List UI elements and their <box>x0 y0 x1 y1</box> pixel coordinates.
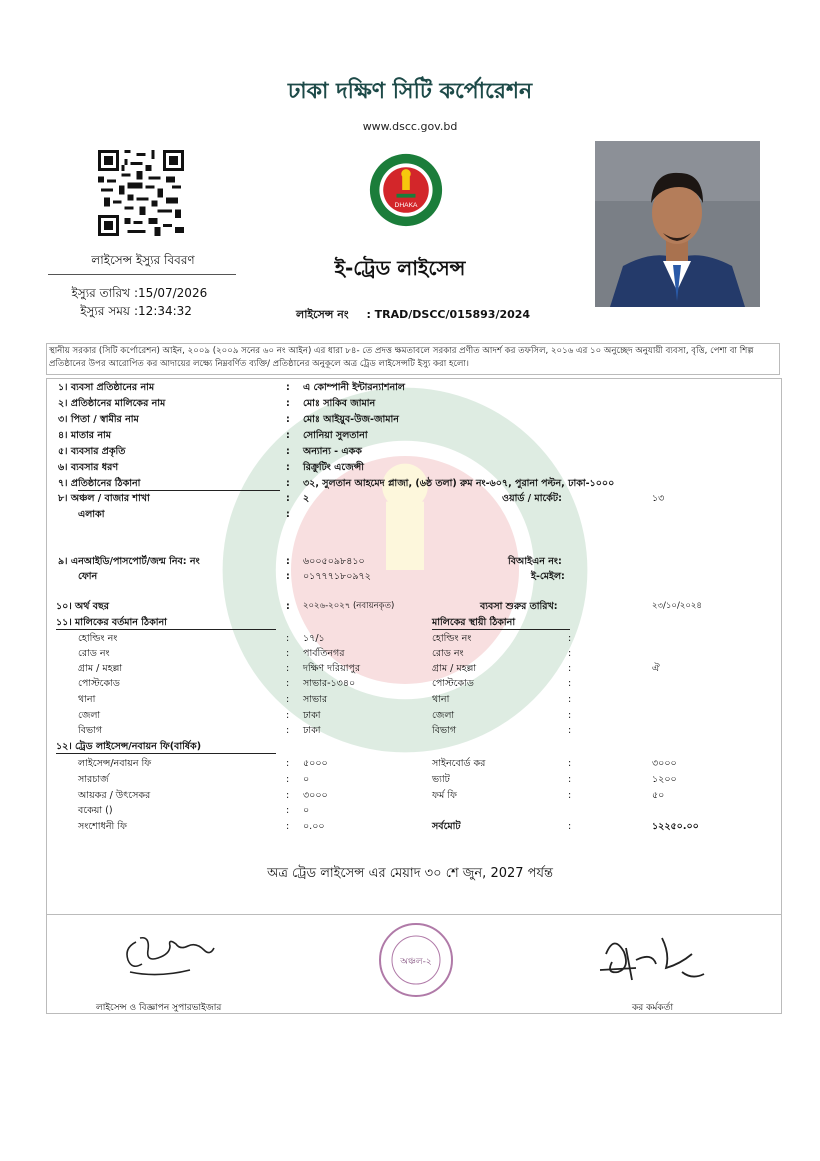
field-label: ৩। পিতা / স্বামীর নাম <box>58 414 139 425</box>
nid-value: ৬০০৫০৯৮৪১০ <box>303 556 365 567</box>
field-colon: : <box>286 462 290 473</box>
supervisor-signature <box>118 928 218 984</box>
field-value: মোঃ সাকিব জামান <box>303 398 376 409</box>
field-colon: : <box>286 398 290 409</box>
field-colon: : <box>568 821 572 832</box>
total-value: ১২২৫০.০০ <box>652 821 699 832</box>
address-value: ঢাকা <box>303 710 321 721</box>
issue-divider <box>48 274 236 275</box>
officer-signature <box>596 924 716 992</box>
address-label: থানা <box>78 694 96 705</box>
bin-label: বিআইএন নং: <box>508 556 562 567</box>
fee-value: ০ <box>303 805 310 816</box>
field-colon: : <box>286 821 290 832</box>
dscc-emblem <box>367 152 445 228</box>
ward-value: ১৩ <box>652 493 665 504</box>
permanent-address-label: হোল্ডিং নং <box>432 633 472 644</box>
field-underline <box>78 490 280 491</box>
permanent-address-label: বিভাগ <box>432 725 457 736</box>
field-label: ৫। ব্যবসার প্রকৃতি <box>58 446 126 457</box>
permanent-address-label: জেলা <box>432 710 455 721</box>
field-label: ১। ব্যবসা প্রতিষ্ঠানের নাম <box>58 382 155 393</box>
fee-label: ফর্ম ফি <box>432 790 457 801</box>
fee-value: ০.০০ <box>303 821 325 832</box>
supervisor-title: লাইসেন্স ও বিজ্ঞাপন সুপারভাইজার <box>96 1003 222 1013</box>
officer-title: কর কর্মকর্তা <box>632 1003 674 1013</box>
fee-label: আয়কর / উৎসেকর <box>78 790 151 801</box>
area-label: ৮। অঞ্চল / বাজার শাখা <box>58 493 150 504</box>
field-colon: : <box>286 805 290 816</box>
fee-label: লাইসেন্স/নবায়ন ফি <box>78 758 152 769</box>
area-sub-label: এলাকা <box>78 509 105 520</box>
field-colon: : <box>568 633 572 644</box>
website-url[interactable]: www.dscc.gov.bd <box>362 120 458 133</box>
seal-text: অঞ্চল-২ <box>400 957 432 967</box>
field-colon: : <box>286 694 290 705</box>
fiscal-label: ১০। অর্থ বছর <box>56 601 110 612</box>
field-colon: : <box>286 601 290 612</box>
license-number <box>296 306 530 325</box>
official-seal <box>372 920 460 1000</box>
address-label: হোল্ডিং নং <box>78 633 118 644</box>
field-colon: : <box>286 663 290 674</box>
field-label: ৭। প্রতিষ্ঠানের ঠিকানা <box>58 478 141 489</box>
fee-label: ভ্যাট <box>432 774 450 785</box>
permanent-address-label: গ্রাম / মহল্লা <box>432 663 477 674</box>
address-value: সাভার <box>303 694 328 705</box>
permanent-address-label: পোস্টকোড <box>432 678 474 689</box>
field-colon: : <box>568 694 572 705</box>
field-colon: : <box>286 414 290 425</box>
permanent-address-label: রোড নং <box>432 648 464 659</box>
field-value: অন্যান্য - একক <box>303 446 362 457</box>
issue-time-row <box>48 303 192 323</box>
field-value: ৩২, সুলতান আহমেদ প্লাজা, (৬ষ্ঠ তলা) রুম নং-৬০৭, পুরানা পল্টন, ঢাকা-১০০০ <box>303 478 615 489</box>
issue-caption: লাইসেন্স ইস্যুর বিবরণ <box>91 253 195 267</box>
field-colon: : <box>568 663 572 674</box>
fees-heading: ১২। ট্রেড লাইসেন্স/নবায়ন ফি(বার্ষিক) <box>56 740 276 754</box>
permanent-address-label: থানা <box>432 694 450 705</box>
field-colon: : <box>568 758 572 769</box>
field-colon: : <box>286 725 290 736</box>
business-start-label: ব্যবসা শুরুর তারিখ: <box>480 601 558 612</box>
field-label: ৪। মাতার নাম <box>58 430 112 441</box>
fiscal-value: ২০২৬-২০২৭ (নবায়নকৃত) <box>303 601 395 611</box>
field-colon: : <box>286 710 290 721</box>
fee-value: ১২০০ <box>652 774 677 785</box>
field-value: রিক্রুটিং এজেন্সী <box>303 462 364 473</box>
permanent-address-value: ঐ <box>652 663 660 674</box>
field-colon: : <box>286 790 290 801</box>
field-label: ৬। ব্যবসার ধরণ <box>58 462 119 473</box>
address-label: রোড নং <box>78 648 110 659</box>
fee-value: ৩০০০ <box>303 790 328 801</box>
email-label: ই-মেইল: <box>531 571 565 582</box>
field-colon: : <box>286 382 290 393</box>
nid-label: ৯। এনআইডি/পাসপোর্ট/জন্ম নিব: নং <box>58 556 200 567</box>
address-value: সাভার-১৩৪০ <box>303 678 356 689</box>
fee-label: বকেয়া () <box>78 805 113 816</box>
address-label: জেলা <box>78 710 101 721</box>
field-colon: : <box>568 678 572 689</box>
address-value: ঢাকা <box>303 725 321 736</box>
issue-date-value: :15/07/2026 <box>134 286 208 300</box>
fee-label: সারচার্জ <box>78 774 109 785</box>
field-colon: : <box>286 446 290 457</box>
total-label: সর্বমোট <box>432 821 461 832</box>
field-colon: : <box>286 430 290 441</box>
phone-value: ০১৭৭৭১৮০৯৭২ <box>303 571 371 582</box>
current-address-heading: ১১। মালিকের বর্তমান ঠিকানা <box>56 616 276 630</box>
preamble-text: স্থানীয় সরকার (সিটি কর্পোরেশন) আইন, ২০০৯ (২০০৯ সনের ৬০ নং আইন) এর ধারা ৮৪- তে প্রদত্ত ক্ষমতাবলে সরকার প্রণীত আদর্শ কর তফসিল, ২০১৬ এর ১০ অনুচ্ছেদ অনুযায়ী ব্যবসা, বৃত্তি, পেশা বা শিল্প প্রতিষ্ঠানের উপর আরোপিত কর আদায়ের লক্ষ্যে নিম্নবর্ণিত ব্যক্তি/ প্রতিষ্ঠানের অনুকূলে অত্র ট্রেড লাইসেন্সটি ইস্যু করা হলো। <box>46 343 780 375</box>
address-label: বিভাগ <box>78 725 103 736</box>
field-colon: : <box>286 678 290 689</box>
page-title: ঢাকা দক্ষিণ সিটি কর্পোরেশন <box>287 79 533 104</box>
field-colon: : <box>286 556 290 567</box>
field-colon: : <box>286 648 290 659</box>
field-colon: : <box>568 790 572 801</box>
field-colon: : <box>286 571 290 582</box>
address-label: গ্রাম / মহল্লা <box>78 663 123 674</box>
issue-date-label: ইস্যুর তারিখ <box>71 286 130 300</box>
field-colon: : <box>568 725 572 736</box>
phone-label: ফোন <box>78 571 98 582</box>
fee-value: ০ <box>303 774 310 785</box>
field-colon: : <box>568 648 572 659</box>
validity-text: অত্র ট্রেড লাইসেন্স এর মেয়াদ ৩০ শে জুন, 2027 পর্যন্ত <box>267 866 553 881</box>
field-colon: : <box>286 774 290 785</box>
emblem-text: DHAKA <box>394 202 418 210</box>
field-colon: : <box>568 774 572 785</box>
business-start-value: ২৩/১০/২০২৪ <box>652 601 702 611</box>
field-value: মোঃ আইয়ুব-উজ-জামান <box>303 414 399 425</box>
field-colon: : <box>286 509 290 520</box>
license-number-value: : TRAD/DSCC/015893/2024 <box>366 308 531 321</box>
license-number-label: লাইসেন্স নং <box>296 308 349 321</box>
document-title: ই-ট্রেড লাইসেন্স <box>334 256 466 280</box>
issue-time-value: :12:34:32 <box>134 304 192 318</box>
field-colon: : <box>286 758 290 769</box>
field-colon: : <box>286 478 290 489</box>
qr-code <box>98 150 184 236</box>
fee-label: সাইনবোর্ড কর <box>432 758 486 769</box>
fee-value: ৩০০০ <box>652 758 677 769</box>
address-label: পোস্টকোড <box>78 678 120 689</box>
fee-value: ৫০ <box>652 790 665 801</box>
issue-time-label: ইস্যুর সময় <box>80 304 130 318</box>
field-value: এ কোম্পানী ইন্টারন্যাশনাল <box>303 382 405 393</box>
address-value: ১৭/১ <box>303 633 325 644</box>
fee-label: সংশোধনী ফি <box>78 821 127 832</box>
fee-value: ৫০০০ <box>303 758 328 769</box>
owner-photo <box>595 141 760 307</box>
field-value: সোনিয়া সুলতানা <box>303 430 368 441</box>
permanent-address-heading: মালিকের স্থায়ী ঠিকানা <box>432 616 570 630</box>
field-colon: : <box>286 493 290 504</box>
field-colon: : <box>568 710 572 721</box>
address-value: দক্ষিণ দরিয়াপুর <box>303 663 361 674</box>
field-colon: : <box>286 633 290 644</box>
field-label: ২। প্রতিষ্ঠানের মালিকের নাম <box>58 398 166 409</box>
issue-date-row <box>48 285 207 305</box>
ward-label: ওয়ার্ড / মার্কেট: <box>502 493 562 504</box>
area-value: ২ <box>303 493 310 504</box>
address-value: পার্বতিনগর <box>303 648 345 659</box>
